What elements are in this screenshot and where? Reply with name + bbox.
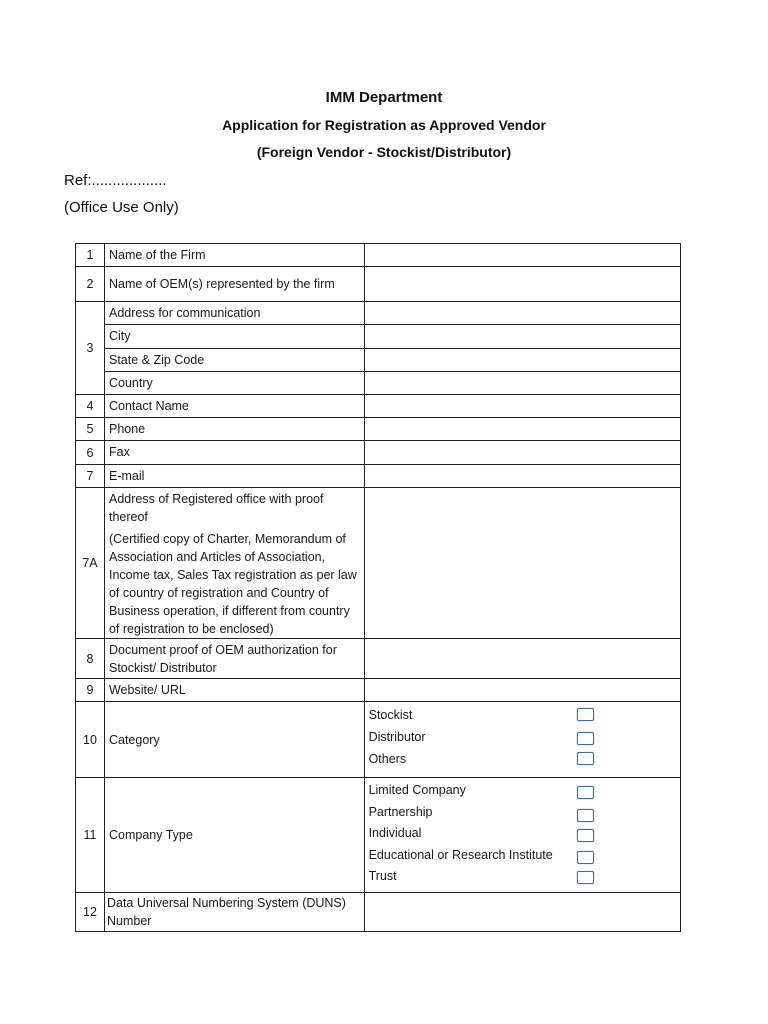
option-trust: Trust: [368, 869, 397, 884]
option-others: Others: [368, 752, 407, 766]
row-number: 10: [76, 702, 105, 778]
city-field[interactable]: [364, 325, 680, 349]
trust-checkbox[interactable]: [577, 871, 594, 884]
row-number: 1: [76, 244, 105, 267]
row-label-firm-name: Name of the Firm: [104, 244, 364, 267]
registration-table: [75, 243, 681, 932]
row-number: 3: [76, 302, 105, 395]
row-label-category: Category: [104, 702, 364, 778]
table-row-2: [76, 267, 681, 302]
table-row-3-city: [76, 325, 681, 349]
row-number: 4: [76, 395, 105, 418]
form-title: Application for Registration as Approved Vendor: [222, 117, 546, 133]
row-label-duns: Data Universal Numbering System (DUNS) Number: [104, 893, 364, 932]
registered-office-field[interactable]: [364, 488, 680, 639]
row-label-state-zip: State & Zip Code: [104, 349, 364, 372]
office-use-note: (Office Use Only): [64, 199, 179, 216]
oem-names-field[interactable]: [364, 267, 680, 302]
educational-institute-checkbox[interactable]: [577, 851, 594, 864]
row-label-contact-name: Contact Name: [104, 395, 364, 418]
row-label-company-type: Company Type: [104, 778, 364, 893]
option-stockist: Stockist: [368, 708, 413, 722]
row-label-registered-office: [104, 488, 364, 639]
limited-company-checkbox[interactable]: [577, 786, 594, 799]
row-label-address: Address for communication: [104, 302, 364, 325]
website-field[interactable]: [364, 679, 680, 702]
country-field[interactable]: [364, 372, 680, 395]
email-field[interactable]: [364, 465, 680, 488]
table-row-7: [76, 465, 681, 488]
table-row-6: [76, 441, 681, 465]
row-number: 5: [76, 418, 105, 441]
row-label-country: Country: [104, 372, 364, 395]
row-number: 9: [76, 679, 105, 702]
fax-field[interactable]: [364, 441, 680, 465]
stockist-checkbox[interactable]: [577, 708, 594, 721]
table-row-10: [76, 702, 681, 778]
row-number: 7A: [76, 488, 105, 639]
table-row-12: [76, 893, 681, 932]
form-subtitle: (Foreign Vendor - Stockist/Distributor): [256, 144, 512, 160]
option-distributor: Distributor: [368, 730, 426, 744]
row-number: 11: [76, 778, 105, 893]
table-row-3-country: [76, 372, 681, 395]
row-number: 6: [76, 441, 105, 465]
row-label-oem-authorization: Document proof of OEM authorization for Stockist/ Distributor: [104, 639, 364, 679]
duns-number-field[interactable]: [364, 893, 680, 932]
row-label-city: City: [104, 325, 364, 349]
individual-checkbox[interactable]: [577, 829, 594, 842]
row-label-email: E-mail: [104, 465, 364, 488]
row-number: 12: [76, 893, 105, 932]
firm-name-field[interactable]: [364, 244, 680, 267]
contact-name-field[interactable]: [364, 395, 680, 418]
partnership-checkbox[interactable]: [577, 809, 594, 822]
address-field[interactable]: [364, 302, 680, 325]
row-number: 7: [76, 465, 105, 488]
row-number: 8: [76, 639, 105, 679]
row-label-website: Website/ URL: [104, 679, 364, 702]
table-row-4: [76, 395, 681, 418]
phone-field[interactable]: [364, 418, 680, 441]
category-options: [364, 702, 680, 778]
ref-line: Ref:..................: [64, 172, 167, 189]
registered-office-note: (Certified copy of Charter, Memorandum of Association and Articles of Association, Income tax, Sales Tax registration as per law of country of registration and Country of Business operation, if different from country of registration to be enclosed): [108, 532, 357, 636]
others-checkbox[interactable]: [577, 752, 594, 765]
oem-authorization-field[interactable]: [364, 639, 680, 679]
table-row-8: [76, 639, 681, 679]
option-limited-company: Limited Company: [368, 783, 466, 797]
row-label-phone: Phone: [104, 418, 364, 441]
table-row-9: [76, 679, 681, 702]
option-partnership: Partnership: [368, 804, 433, 819]
registered-office-label: Address of Registered office with proof thereof: [108, 492, 324, 524]
table-row-11: [76, 778, 681, 893]
table-row-3-state: [76, 349, 681, 372]
row-number: 2: [76, 267, 105, 302]
row-label-fax: Fax: [104, 441, 364, 465]
distributor-checkbox[interactable]: [577, 732, 594, 745]
table-row-1: [76, 244, 681, 267]
state-zip-field[interactable]: [364, 349, 680, 372]
department-heading: IMM Department: [325, 89, 443, 106]
option-individual: Individual: [368, 826, 422, 841]
table-row-7a: [76, 488, 681, 639]
table-row-5: [76, 418, 681, 441]
company-type-options: [364, 778, 680, 893]
row-label-oem-names: Name of OEM(s) represented by the firm: [104, 267, 364, 302]
table-row-3-address: [76, 302, 681, 325]
option-educational-institute: Educational or Research Institute: [368, 847, 553, 862]
